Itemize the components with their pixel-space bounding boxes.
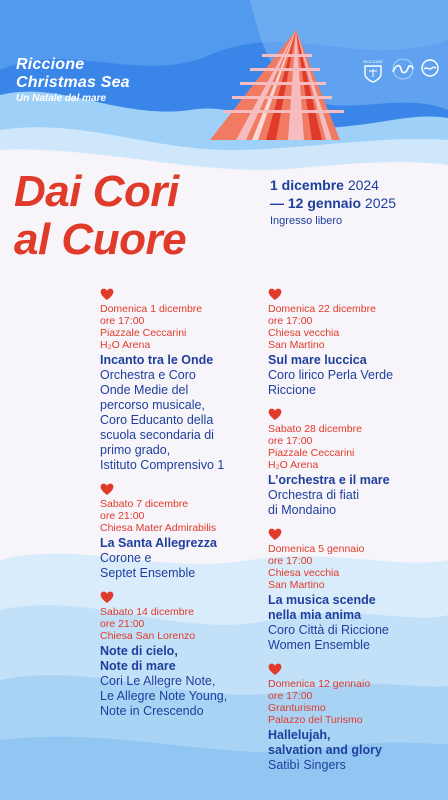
event-performer: Cori Le Allegre Note,: [100, 674, 216, 688]
end-date-bold: — 12 gennaio: [270, 195, 362, 211]
heart-icon: [268, 528, 282, 541]
event-item: [268, 528, 438, 653]
event-performer: Coro Educanto della: [100, 413, 214, 427]
event-name-line: Hallelujah,: [268, 728, 331, 742]
event-performer: Corone e: [100, 551, 152, 565]
event-name-line: salvation and glory: [268, 743, 382, 757]
event-performer: Coro lirico Perla Verde: [268, 368, 394, 382]
event-performer: percorso musicale,: [100, 398, 205, 412]
event-title: [14, 168, 186, 264]
event-venue: Chiesa vecchia: [268, 567, 340, 579]
event-name-line: Note di mare: [100, 659, 176, 673]
event-date: Domenica 12 gennaio: [268, 678, 371, 690]
heart-icon: [100, 591, 114, 604]
start-date-bold: 1 dicembre: [270, 177, 344, 193]
event-name-line: La musica scende: [268, 593, 376, 607]
heart-icon: [100, 483, 114, 496]
event-venue: Granturismo: [268, 702, 326, 714]
event-time: ore 17:00: [268, 315, 313, 327]
event-performer: Satibì Singers: [268, 758, 346, 772]
event-date: Domenica 5 gennaio: [268, 543, 365, 555]
heart-icon: [100, 288, 114, 301]
event-performer: Septet Ensemble: [100, 566, 196, 580]
event-name: [100, 536, 260, 551]
event-time: ore 17:00: [268, 690, 313, 702]
event-venue: Chiesa vecchia: [268, 327, 340, 339]
event-performer: scuola secondaria di: [100, 428, 214, 442]
events-column-left: [100, 288, 260, 729]
event-time: ore 21:00: [100, 618, 145, 630]
event-date: Domenica 1 dicembre: [100, 303, 203, 315]
event-date: Sabato 14 dicembre: [100, 606, 194, 618]
event-name-line: Sul mare luccica: [268, 353, 367, 367]
event-venue: H₂O Arena: [100, 339, 151, 351]
event-name: [268, 473, 438, 488]
event-performer: Orchestra e Coro: [100, 368, 196, 382]
event-item: [268, 663, 438, 773]
event-name: [268, 593, 438, 623]
event-performer: Women Ensemble: [268, 638, 370, 652]
event-performer: di Mondaino: [268, 503, 337, 517]
event-date: Sabato 7 dicembre: [100, 498, 189, 510]
riviera-script-logo: [390, 58, 416, 80]
event-name-line: L’orchestra e il mare: [268, 473, 390, 487]
date-range-block: [270, 176, 396, 229]
event-name-line: Note di cielo,: [100, 644, 178, 658]
event-performer: primo grado,: [100, 443, 171, 457]
event-performer: Istituto Comprensivo 1: [100, 458, 225, 472]
event-venue: H₂O Arena: [268, 459, 319, 471]
event-name: [100, 644, 260, 674]
heart-icon: [268, 288, 282, 301]
event-item: [100, 288, 260, 473]
event-venue: San Martino: [268, 579, 325, 591]
heart-icon: [268, 408, 282, 421]
free-entry-note: Ingresso libero: [270, 215, 343, 227]
crest-label: RICCIONE: [363, 59, 383, 64]
event-time: ore 21:00: [100, 510, 145, 522]
event-venue: Chiesa San Lorenzo: [100, 630, 196, 642]
event-item: [268, 288, 438, 398]
event-time: ore 17:00: [268, 555, 313, 567]
event-date: Sabato 28 dicembre: [268, 423, 362, 435]
events-column-right: [268, 288, 438, 783]
wave-circle-logo: [420, 58, 440, 78]
event-performer: Orchestra di fiati: [268, 488, 360, 502]
event-date: Domenica 22 dicembre: [268, 303, 376, 315]
event-time: ore 17:00: [268, 435, 313, 447]
event-performer: Le Allegre Note Young,: [100, 689, 228, 703]
event-name-line: Incanto tra le Onde: [100, 353, 214, 367]
event-name: [268, 353, 438, 368]
start-date: [270, 176, 396, 194]
event-name: [100, 353, 260, 368]
event-time: ore 17:00: [100, 315, 145, 327]
event-venue: Chiesa Mater Admirabilis: [100, 522, 217, 534]
event-performer: Note in Crescendo: [100, 704, 204, 718]
brand-block: [16, 56, 130, 106]
event-name: [268, 728, 438, 758]
event-performer: Riccione: [268, 383, 316, 397]
event-performer: Onde Medie del: [100, 383, 189, 397]
event-item: [100, 591, 260, 719]
brand-line2: Christmas Sea: [16, 74, 130, 91]
event-item: [100, 483, 260, 581]
heart-icon: [268, 663, 282, 676]
event-item: [268, 408, 438, 518]
partner-logos: [358, 58, 442, 84]
brand-tagline: Un Natale dal mare: [16, 93, 107, 104]
start-year: 2024: [343, 177, 379, 193]
event-name-line: La Santa Allegrezza: [100, 536, 217, 550]
end-year: 2025: [361, 195, 397, 211]
event-venue: Palazzo del Turismo: [268, 714, 363, 726]
title-line1: Dai Cori: [14, 167, 179, 216]
event-performer: Coro Città di Riccione: [268, 623, 389, 637]
end-date: [270, 194, 396, 212]
event-venue: Piazzale Ceccarini: [100, 327, 187, 339]
event-venue: San Martino: [268, 339, 325, 351]
brand-line1: Riccione: [16, 56, 85, 73]
city-crest-icon: [362, 58, 384, 84]
title-line2: al Cuore: [14, 215, 187, 264]
event-venue: Piazzale Ceccarini: [268, 447, 355, 459]
event-name-line: nella mia anima: [268, 608, 362, 622]
